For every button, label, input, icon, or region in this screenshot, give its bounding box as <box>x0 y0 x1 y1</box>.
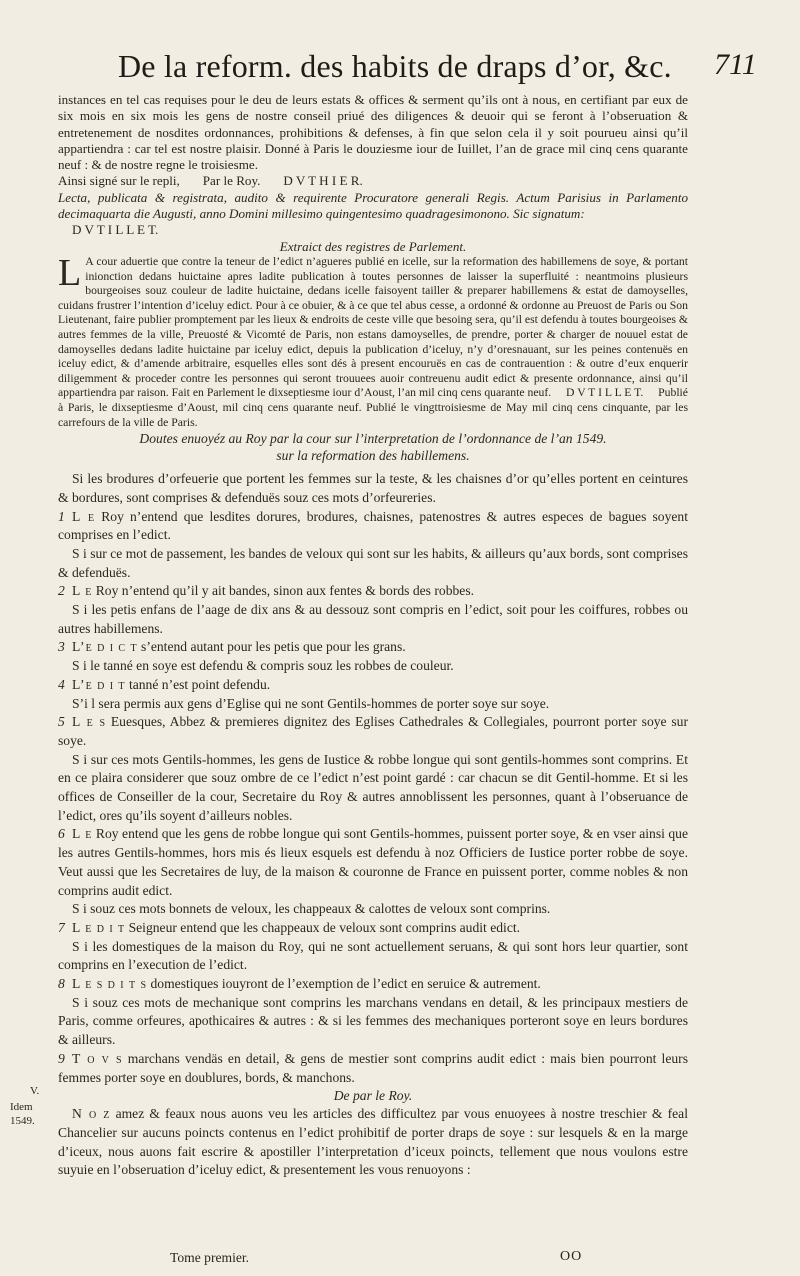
question-item <box>58 994 688 1050</box>
item-lead-word: L e <box>72 508 96 524</box>
answer-item <box>58 638 688 657</box>
item-lead-word: L e s <box>72 714 107 730</box>
question-item <box>58 900 688 919</box>
letter-text: amez & feaux nous auons veu les articles des difficultez par vous enuoyees à nostre treschier & feal Chancelier sur aucuns poincts contenus en l’edict prohibitif de porter draps de soye : sur lesquels & en la marge d’iceux, nous auons fait escrire & apostiller l’interpretation d’iceux poincts, tellement que nous voulons estre suyuie en l’obseruation d’iceluy edict, & presentement les vous renuoyons : <box>58 1106 688 1178</box>
registration-latin <box>58 190 688 223</box>
extract-text: A cour aduertie que contre la teneur de l’edict n’agueres publié en icelle, sur la reformation des habillemens de soye, & portant inionction dedans huictaine apres ladite publication à toutes personnes de laisser la superfluité : neantmoins plusieurs bourgeoises souz couleur de ladite huictaine, dedans icelle faisoyent tailler & preparer habillemens & estat de damoyselles, cuidans frustrer l’intention d’iceluy edict. Pour à ce obuier, & à ce que tel abus cesse, a ordonné & ordonne au Preuost de Paris ou Son Lieutenant, faire publier promptement par les lieux & endroits de ceste ville que besoing sera, qu’il est defendu à toutes bourgeoises & autres femmes de la ville, Preuosté & Vicomté de Paris, non estans damoyselles, de prendre, porter & charger de nouuel estat de damoyselles dedans ladite huictaine par iceluy edict, depuis la publication d’iceluy, n’y d’oresnauant, sur les peines contenuës en iceluy edict, & d’amende arbitraire, esquelles elles sont dés à present encouruës en cas de contrauention : & outre d’eux enquerir diligemment & proceder contre les personnes qui seront trouuees auoir contreuenu audit edict & presente ordonnance, ainsi qu’il appartiendra par raison. Fait en Parlement le dixseptiesme iour d’Aoust, l’an mil cinq cens quarante neuf. <box>58 254 688 400</box>
question-item <box>58 470 688 507</box>
royal-letter <box>58 1105 688 1180</box>
item-lead-word: T o v s <box>72 1050 123 1066</box>
item-number: 9 <box>58 1050 65 1066</box>
item-text: tanné n’est point defendu. <box>128 676 271 692</box>
question-item <box>58 545 688 582</box>
margin-note-idem: Idem 1549. <box>10 1101 35 1127</box>
item-text: Seigneur entend que les chappeaux de veloux sont comprins audit edict. <box>128 919 521 935</box>
running-title: De la reform. des habits de draps d’or, &c. <box>118 48 672 84</box>
item-number: 1 <box>58 508 65 524</box>
registration-latin-text: Lecta, publicata & registrata, audito & requirente Procuratore generali Regis. Actum Parisius in Parlamento decimaquarta die Augusti, anno Domini millesimo quingentesimo quadragesimonono. Sic signatum: <box>58 189 688 222</box>
answer-item <box>58 508 688 545</box>
question-item <box>58 695 688 714</box>
item-number: 8 <box>58 976 65 992</box>
item-number: 4 <box>58 676 65 692</box>
item-text: s’entend autant pour les petis que pour les grans. <box>141 639 406 655</box>
extract-heading: Extraict des registres de Parlement. <box>279 238 467 254</box>
item-text: S i sur ces mots Gentils-hommes, les gens de Iustice & robbe longue qui sont gentils-hommes sont comprins. Et en ce plaira considerer que souz ombre de ce l’edict n’est point gardé : car chacun se dit Gentil-homme. Et si les offices de Conseiller de la cour, Secretaire du Roy & autres annoblissent les personnes, quant à l’obseruance de l’edict, ores qu’ils soyent d’ailleurs nobles. <box>58 751 688 823</box>
questions-and-answers <box>58 470 688 1087</box>
registration-signed <box>58 222 688 238</box>
volume-catchword: Tome premier. <box>170 1250 250 1265</box>
item-number: 3 <box>58 639 65 655</box>
item-text: Euesques, Abbez & premieres dignitez des Eglises Cathedrales & Collegiales, pourront porter soye sur soye. <box>58 714 688 748</box>
item-lead-word: L’e d i t <box>72 676 126 692</box>
item-text: Roy entend que les gens de robbe longue qui sont Gentils-hommes, puissent porter soye, & en vser ainsi que les autres Gentils-hommes, hors mis és lieux esquels est defendu à noz Officiers de Iustice porter robbe de soye. Veut aussi que les Secretaires de luy, de la maison & couronne de France en puissent porter, comme nobles & non comprins audit edict. <box>58 826 689 898</box>
de-par-le-roy: De par le Roy. <box>333 1088 413 1104</box>
signed-by-king: Par le Roy. <box>202 173 261 189</box>
publication-note: Publié à Paris, le dixseptiesme d’Aoust, mil cinq cens quarante neuf. Publié le vingttroisiesme de May mil cinq cens cinquante, par les carrefours de la ville de Paris. <box>58 386 688 429</box>
letter-lead-word: N o z <box>72 1106 111 1122</box>
item-text: S i les domestiques de la maison du Roy, qui ne sont actuellement seruans, & qui sont hors leur quartier, sont comprins en l’execution de l’edict. <box>58 938 688 973</box>
item-number: 6 <box>58 826 65 842</box>
doutes-heading-line1: Doutes enuoyéz au Roy par la cour sur l’interpretation de l’ordonnance de l’an 1549. <box>139 431 607 447</box>
signed-on-fold: Ainsi signé sur le repli, <box>58 173 180 189</box>
item-lead-word: L e s d i t s <box>72 976 148 992</box>
item-text: S i sur ce mot de passement, les bandes de veloux qui sont sur les habits, & ailleurs qu’aux bords, sont comprises & defenduës. <box>58 545 688 580</box>
item-text: Si les brodures d’orfeuerie que portent les femmes sur la teste, & les chaisnes d’or qu’elles portent en ceintures & bordures, sont comprises & defenduës souz ces mots d’orfeureries. <box>58 471 688 505</box>
item-text: domestiques iouyront de l’exemption de l’edict en seruice & autrement. <box>150 976 541 992</box>
answer-item <box>58 676 688 695</box>
item-lead-word: L e <box>72 826 93 842</box>
item-text: S i les petis enfans de l’aage de dix ans & au dessouz sont compris en l’edict, soit pour les coiffures, robbes ou autres habillemens. <box>58 602 688 636</box>
answer-item <box>58 825 688 900</box>
item-number: 5 <box>58 714 65 730</box>
doutes-heading <box>58 430 688 464</box>
signature-line <box>58 173 688 189</box>
question-item <box>58 938 688 975</box>
gathering-signature: OO <box>560 1249 583 1264</box>
extract-signatory: D V T I L L E T. <box>566 386 644 400</box>
doutes-heading-line2: sur la reformation des habillemens. <box>276 448 470 464</box>
answer-item <box>58 1050 688 1087</box>
signatory-du-tillet: D V T I L L E T. <box>72 222 159 238</box>
item-lead-word: L’e d i c t <box>72 639 138 655</box>
answer-item <box>58 582 688 601</box>
item-lead-word: L e <box>72 583 93 599</box>
answer-item <box>58 713 688 750</box>
parlement-extract <box>58 251 688 430</box>
item-text: S i souz ces mots bonnets de veloux, les chappeaux & calottes de veloux sont comprins. <box>72 901 551 917</box>
answer-item <box>58 919 688 938</box>
question-item <box>58 751 688 826</box>
answer-item <box>58 975 688 994</box>
question-item <box>58 601 688 638</box>
item-text: Roy n’entend qu’il y ait bandes, sinon aux fentes & bords des robbes. <box>95 583 475 599</box>
question-item <box>58 657 688 676</box>
item-number: 2 <box>58 583 65 599</box>
item-text: S’i l sera permis aux gens d’Eglise qui ne sont Gentils-hommes de porter soye sur soye. <box>72 695 550 711</box>
main-text-column <box>58 92 688 1180</box>
page-number: 711 <box>714 48 757 81</box>
item-lead-word: L e d i t <box>72 919 126 935</box>
edict-closing-paragraph: instances en tel cas requises pour le deu de leurs estats & offices & serment qu’ils ont à nous, en certifiant par eux de six mois en six mois les gens de nostre conseil priué des diligences & deuoir qui se feront à l’obseruation & entretenement de nosdites ordonnances, prohibitions & defenses, à fin que selon cela il y soit pourueu ainsi qu’il appartiendra : car tel est nostre plaisir. Donné à Paris le douziesme iour de Iuillet, l’an de grace mil cinq cens quarante neuf : & de nostre regne le troisiesme. <box>58 92 688 173</box>
item-number: 7 <box>58 919 65 935</box>
item-text: marchans vendäs en detail, & gens de mestier sont comprins audit edict : mais bien pourront leurs femmes porter soye en doublures, bords, & manchons. <box>58 1050 688 1085</box>
signatory-du-thier: D V T H I E R. <box>283 173 363 189</box>
item-text: Roy n’entend que lesdites dorures, brodures, chaisnes, patenostres & autres especes de bagues soyent comprises en l’edict. <box>58 508 688 543</box>
item-text: S i souz ces mots de mechanique sont comprins les marchans vendans en detail, & les principaux mestiers de Paris, comme orfeures, apothicaires & autres : & si les femmes des mechaniques porteront soye en leurs bordures & ailleurs. <box>58 994 688 1048</box>
margin-note-v: V. <box>30 1085 40 1097</box>
drop-cap-letter: L <box>58 251 82 294</box>
item-text: S i le tanné en soye est defendu & compris souz les robbes de couleur. <box>72 658 454 674</box>
